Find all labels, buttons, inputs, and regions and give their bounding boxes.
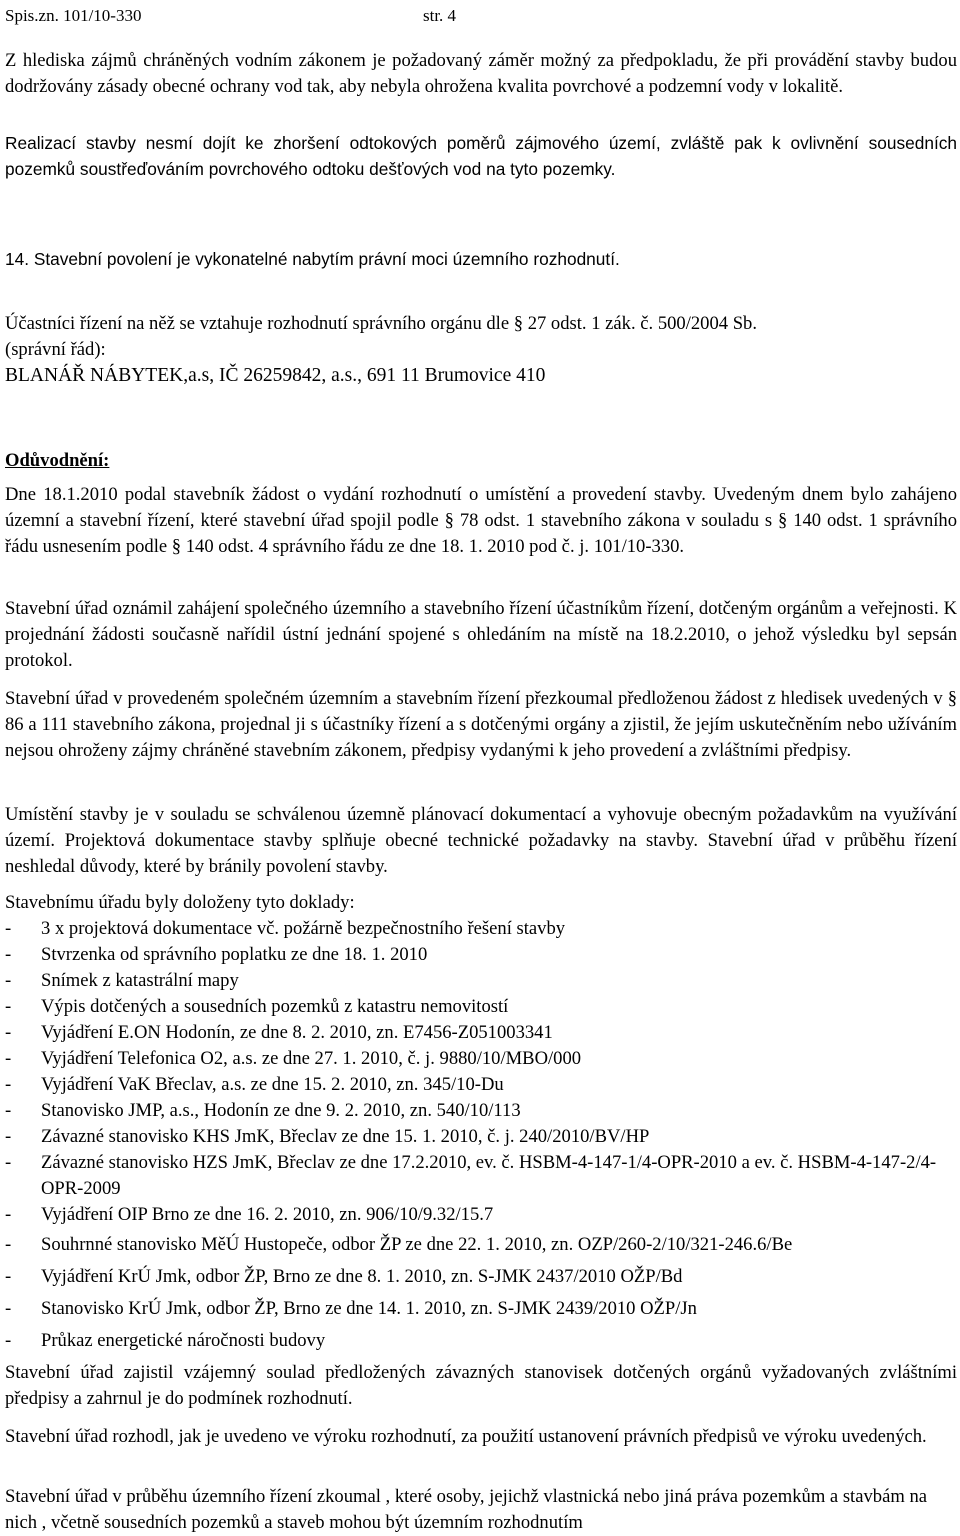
document-item: - Vyjádření OIP Brno ze dne 16. 2. 2010, zn. 906/10/9.32/15.7 [5, 1204, 494, 1225]
page-number: str. 4 [423, 6, 457, 25]
documents-section [5, 890, 957, 1354]
participants-line-3: BLANÁŘ NÁBYTEK,a.s, IČ 26259842, a.s., 691 11 Brumovice 410 [5, 365, 546, 386]
participants-line-1: Účastníci řízení na něž se vztahuje rozhodnutí správního orgánu dle § 27 odst. 1 zák. č. 500/2004 Sb. [5, 313, 758, 334]
document-item: - Stanovisko JMP, a.s., Hodonín ze dne 9. 2. 2010, zn. 540/10/113 [5, 1100, 521, 1121]
document-item: - Průkaz energetické náročnosti budovy [5, 1330, 326, 1351]
document-item: - Výpis dotčených a sousedních pozemků z katastru nemovitostí [5, 996, 509, 1017]
document-item: - Vyjádření VaK Břeclav, a.s. ze dne 15. 2. 2010, zn. 345/10-Du [5, 1074, 504, 1095]
document-item: - Snímek z katastrální mapy [5, 970, 239, 991]
document-item: - Vyjádření E.ON Hodonín, ze dne 8. 2. 2010, zn. E7456-Z051003341 [5, 1022, 553, 1043]
drainage-paragraph: Realizací stavby nesmí dojít ke zhoršení odtokových poměrů zájmového území, zvláště pak k ovlivnění sousedních pozemků soustřeďováním povrchového odtoku dešťových vod na tyto pozemky. [5, 133, 957, 179]
documents-intro: Stavebnímu úřadu byly doloženy tyto doklady: [5, 892, 355, 913]
condition-14: 14. Stavební povolení je vykonatelné nabytím právní moci územního rozhodnutí. [5, 249, 620, 269]
document-item: - Vyjádření KrÚ Jmk, odbor ŽP, Brno ze dne 8. 1. 2010, zn. S-JMK 2437/2010 OŽP/Bd [5, 1266, 683, 1287]
reasoning-paragraph-5: Stavební úřad zajistil vzájemný soulad předložených závazných stanovisek dotčených orgánů vyžadovaných zvláštními předpisy a zahrnul je do podmínek rozhodnutí. [5, 1362, 957, 1409]
document-item: - Stvrzenka od správního poplatku ze dne 18. 1. 2010 [5, 944, 428, 965]
reasoning-paragraph-3: Stavební úřad v provedeném společném územním a stavebním řízení přezkoumal předloženou žádost z hledisek uvedených v § 86 a 111 stavebního zákona, projednal ji s účastníky řízení a s dotčenými orgány a zjistil, že jejím uskutečněním nebo užíváním nejsou ohroženy zájmy chráněné stavebním zákonem, předpisy vydanými k jeho provedení a zvláštními předpisy. [5, 688, 957, 761]
participants-line-2: (správní řád): [5, 339, 106, 360]
water-protection-paragraph: Z hlediska zájmů chráněných vodním zákonem je požadovaný záměr možný za předpokladu, že při provádění stavby budou dodržovány zásady obecné ochrany vod tak, aby nebyla ohrožena kvalita povrchové a podzemní vody v lokalitě. [5, 50, 957, 97]
page-header [5, 4, 955, 28]
document-item: - Stanovisko KrÚ Jmk, odbor ŽP, Brno ze dne 14. 1. 2010, zn. S-JMK 2439/2010 OŽP/Jn [5, 1298, 697, 1319]
documents-list [5, 916, 957, 1354]
document-item: - Souhrnné stanovisko MěÚ Hustopeče, odbor ŽP ze dne 22. 1. 2010, zn. OZP/260-2/10/321-246.6/Be [5, 1234, 793, 1255]
file-reference: Spis.zn. 101/10-330 [5, 6, 142, 25]
reasoning-paragraph-6: Stavební úřad rozhodl, jak je uvedeno ve výroku rozhodnutí, za použití ustanovení právních předpisů ve výroku uvedených. [5, 1426, 927, 1447]
document-item: - Vyjádření Telefonica O2, a.s. ze dne 27. 1. 2010, č. j. 9880/10/MBO/000 [5, 1048, 582, 1069]
reasoning-paragraph-4: Umístění stavby je v souladu se schválenou územně plánovací dokumentací a vyhovuje obecným požadavkům na využívání území. Projektová dokumentace stavby splňuje obecné technické požadavky na stavby. Stavební úřad v průběhu řízení neshledal důvody, které by bránily povolení stavby. [5, 804, 957, 877]
reasoning-paragraph-7: Stavební úřad v průběhu územního řízení zkoumal , které osoby, jejichž vlastnická nebo jiná práva pozemkům a stavbám na nich , včetně sousedních pozemků a staveb mohou být územním rozhodnutím [5, 1486, 927, 1533]
reasoning-paragraph-2: Stavební úřad oznámil zahájení společného územního a stavebního řízení účastníkům řízení, dotčeným orgánům a veřejnosti. K projednání žádosti současně nařídil ústní jednání spojené s ohledáním na místě na 18.2.2010, o jehož výsledku byl sepsán protokol. [5, 598, 957, 671]
reasoning-heading: Odůvodnění: [5, 450, 110, 471]
reasoning-paragraph-1: Dne 18.1.2010 podal stavebník žádost o vydání rozhodnutí o umístění a provedení stavby. Uvedeným dnem bylo zahájeno územní a stavební řízení, které stavební úřad spojil podle § 78 odst. 1 stavebního zákona v souladu s § 140 odst. 1 správního řádu usnesením podle § 140 odst. 4 správního řádu ze dne 18. 1. 2010 pod č. j. 101/10-330. [5, 484, 957, 557]
participants-section [5, 311, 957, 389]
document-item: - Závazné stanovisko HZS JmK, Břeclav ze dne 17.2.2010, ev. č. HSBM-4-147-1/4-OPR-2010 a ev. č. HSBM-4-147-2/4-OPR-2009 [5, 1152, 937, 1199]
document-item: - Závazné stanovisko KHS JmK, Břeclav ze dne 15. 1. 2010, č. j. 240/2010/BV/HP [5, 1126, 650, 1147]
document-item: - 3 x projektová dokumentace vč. požárně bezpečnostního řešení stavby [5, 918, 566, 939]
